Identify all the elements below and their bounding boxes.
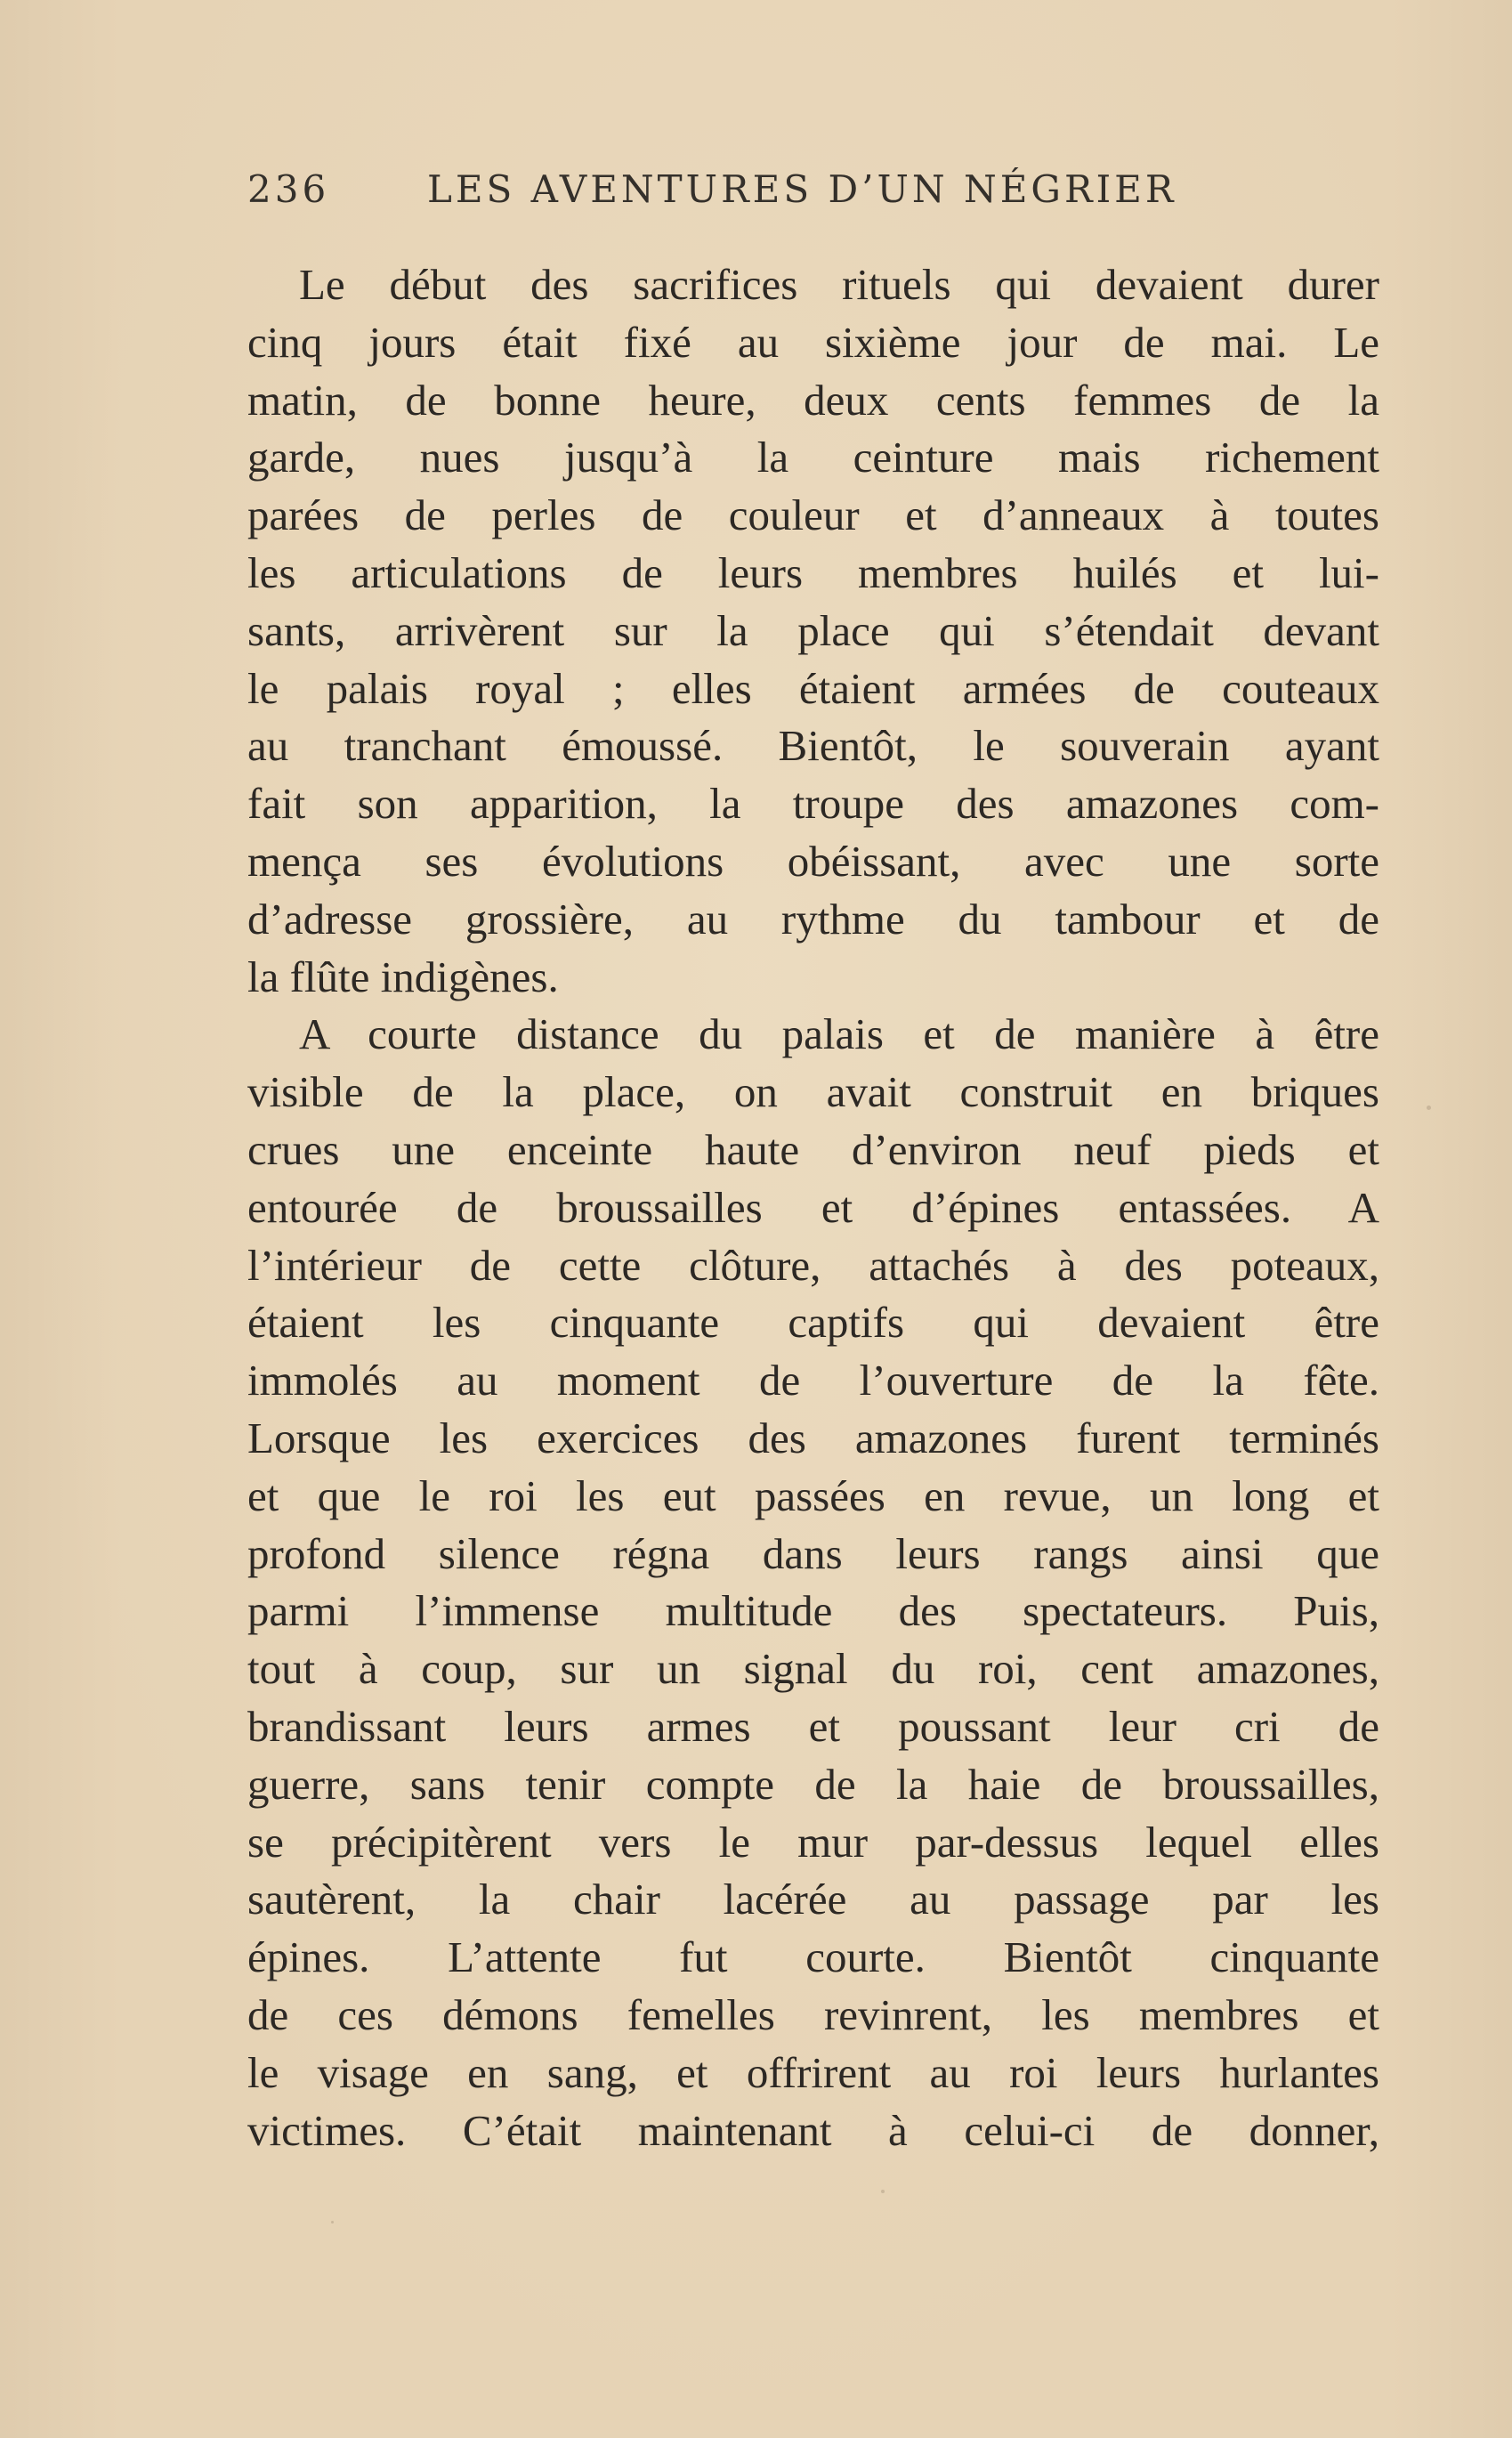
text-line: immolés au moment de l’ouverture de la fête. xyxy=(247,1356,1379,1405)
text-line: parmi l’immense multitude des spectateurs. Puis, xyxy=(247,1586,1379,1636)
running-head xyxy=(247,167,1387,221)
text-line: les articulations de leurs membres huilés et lui- xyxy=(247,547,1379,597)
book-title: LES AVENTURES D’UN NÉGRIER xyxy=(427,167,1177,211)
text-line: la flûte indigènes. xyxy=(247,952,559,1001)
text-line: entourée de broussailles et d’épines entassées. A xyxy=(247,1182,1379,1232)
paper-speck xyxy=(331,2221,334,2223)
text-line: Le début des sacrifices rituels qui devaient durer xyxy=(299,260,1379,309)
text-line: crues une enceinte haute d’environ neuf pieds et xyxy=(247,1124,1379,1174)
page-number: 236 xyxy=(247,167,330,211)
text-line: sants, arrivèrent sur la place qui s’étendait devant xyxy=(247,605,1379,655)
text-line: profond silence régna dans leurs rangs ainsi que xyxy=(247,1528,1379,1578)
text-line: matin, de bonne heure, deux cents femmes de la xyxy=(247,375,1379,425)
text-line: tout à coup, sur un signal du roi, cent amazones, xyxy=(247,1644,1379,1694)
text-line: mença ses évolutions obéissant, avec une sorte xyxy=(247,836,1379,886)
text-line: le visage en sang, et offrirent au roi leurs hurlantes xyxy=(247,2047,1379,2097)
text-line: garde, nues jusqu’à la ceinture mais richement xyxy=(247,433,1379,482)
paper-speck xyxy=(1427,1106,1431,1110)
text-line: Lorsque les exercices des amazones furent terminés xyxy=(247,1413,1379,1462)
text-line: victimes. C’était maintenant à celui-ci de donner, xyxy=(247,2105,1379,2155)
text-line: brandissant leurs armes et poussant leur cri de xyxy=(247,1701,1379,1751)
body-text xyxy=(247,256,1379,2159)
text-line: visible de la place, on avait construit en briques xyxy=(247,1067,1379,1117)
text-line: le palais royal ; elles étaient armées de couteaux xyxy=(247,663,1379,713)
text-line: d’adresse grossière, au rythme du tambour et de xyxy=(247,894,1379,944)
text-line: épines. L’attente fut courte. Bientôt cinquante xyxy=(247,1932,1379,1982)
text-line: guerre, sans tenir compte de la haie de broussailles, xyxy=(247,1759,1379,1809)
text-line: parées de perles de couleur et d’anneaux à toutes xyxy=(247,490,1379,540)
text-line: au tranchant émoussé. Bientôt, le souverain ayant xyxy=(247,721,1379,771)
text-line: fait son apparition, la troupe des amazones com- xyxy=(247,779,1379,829)
text-line: étaient les cinquante captifs qui devaient être xyxy=(247,1298,1379,1348)
text-line: sautèrent, la chair lacérée au passage par les xyxy=(247,1875,1379,1924)
paper-speck xyxy=(881,2190,885,2193)
text-line: l’intérieur de cette clôture, attachés à des poteaux, xyxy=(247,1240,1379,1290)
text-line: A courte distance du palais et de manière à être xyxy=(299,1009,1379,1059)
text-line: cinq jours était fixé au sixième jour de mai. Le xyxy=(247,317,1379,367)
text-line: et que le roi les eut passées en revue, un long et xyxy=(247,1470,1379,1520)
text-line: de ces démons femelles revinrent, les membres et xyxy=(247,1989,1379,2039)
text-line: se précipitèrent vers le mur par-dessus lequel elles xyxy=(247,1817,1379,1867)
